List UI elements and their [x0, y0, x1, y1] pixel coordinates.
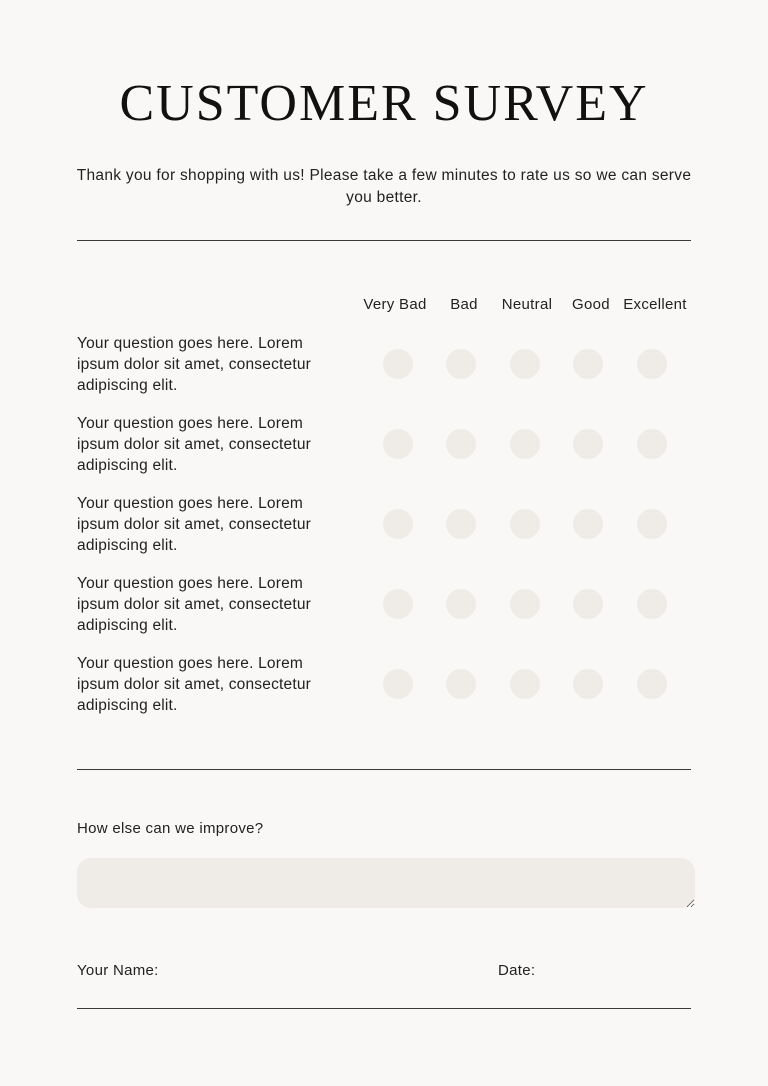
- rating-bad[interactable]: [446, 429, 476, 459]
- question-text: Your question goes here. Lorem ipsum dolor sit amet, consectetur adipiscing elit.: [77, 415, 312, 474]
- scale-label-bad: Bad: [450, 296, 478, 313]
- rating-bad[interactable]: [446, 669, 476, 699]
- question-row: [77, 493, 691, 559]
- improve-label: How else can we improve?: [77, 820, 264, 837]
- rating-very-bad[interactable]: [383, 669, 413, 699]
- rating-very-bad[interactable]: [383, 349, 413, 379]
- question-text: Your question goes here. Lorem ipsum dolor sit amet, consectetur adipiscing elit.: [77, 655, 312, 714]
- rating-bad[interactable]: [446, 589, 476, 619]
- rating-neutral[interactable]: [510, 429, 540, 459]
- question-row: [77, 573, 691, 639]
- scale-label-excellent: Excellent: [623, 296, 687, 313]
- rating-neutral[interactable]: [510, 509, 540, 539]
- question-text: Your question goes here. Lorem ipsum dolor sit amet, consectetur adipiscing elit.: [77, 495, 312, 554]
- rating-good[interactable]: [573, 349, 603, 379]
- question-text: Your question goes here. Lorem ipsum dolor sit amet, consectetur adipiscing elit.: [77, 335, 312, 394]
- rating-bad[interactable]: [446, 349, 476, 379]
- question-row: [77, 413, 691, 479]
- page-title: CUSTOMER SURVEY: [119, 75, 649, 132]
- rating-good[interactable]: [573, 669, 603, 699]
- rating-neutral[interactable]: [510, 349, 540, 379]
- question-row: [77, 333, 691, 399]
- rating-good[interactable]: [573, 429, 603, 459]
- question-text: Your question goes here. Lorem ipsum dolor sit amet, consectetur adipiscing elit.: [77, 575, 312, 634]
- scale-label-good: Good: [572, 296, 610, 313]
- rating-good[interactable]: [573, 509, 603, 539]
- rating-excellent[interactable]: [637, 589, 667, 619]
- scale-label-very-bad: Very Bad: [363, 296, 427, 313]
- rating-excellent[interactable]: [637, 349, 667, 379]
- top-divider: [77, 240, 691, 241]
- rating-neutral[interactable]: [510, 669, 540, 699]
- date-label: Date:: [498, 962, 536, 979]
- rating-excellent[interactable]: [637, 429, 667, 459]
- rating-neutral[interactable]: [510, 589, 540, 619]
- rating-excellent[interactable]: [637, 669, 667, 699]
- question-row: [77, 653, 691, 719]
- rating-bad[interactable]: [446, 509, 476, 539]
- signature-line[interactable]: [77, 1008, 691, 1009]
- rating-very-bad[interactable]: [383, 509, 413, 539]
- name-label: Your Name:: [77, 962, 159, 979]
- rating-excellent[interactable]: [637, 509, 667, 539]
- rating-very-bad[interactable]: [383, 589, 413, 619]
- middle-divider: [77, 769, 691, 770]
- scale-label-neutral: Neutral: [501, 296, 553, 313]
- rating-good[interactable]: [573, 589, 603, 619]
- intro-text: Thank you for shopping with us! Please take a few minutes to rate us so we can serve you better.: [76, 167, 692, 206]
- improve-input[interactable]: [77, 858, 695, 908]
- rating-very-bad[interactable]: [383, 429, 413, 459]
